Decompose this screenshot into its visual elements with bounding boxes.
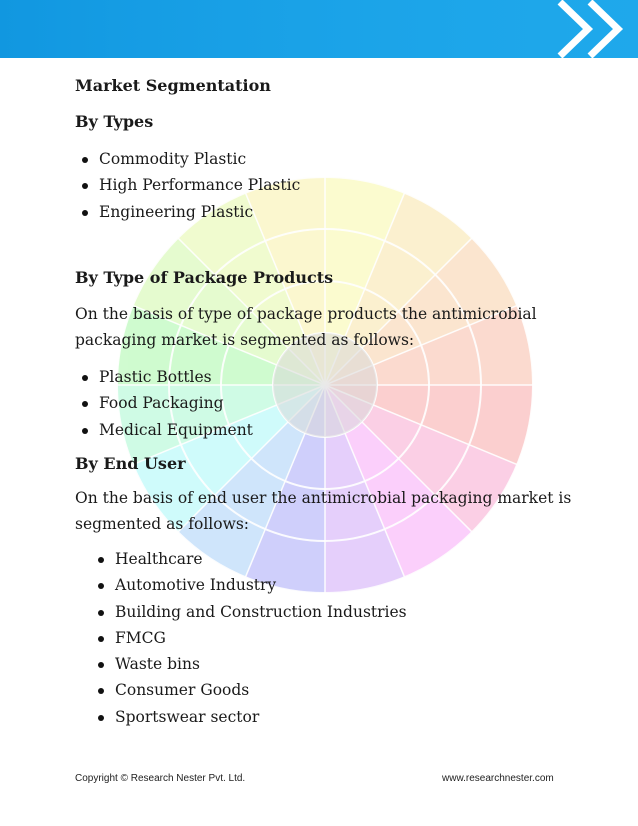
- bullet-icon: [98, 610, 104, 616]
- bullet-icon: [82, 401, 88, 407]
- bullet-icon: [98, 636, 104, 642]
- list-item: Waste bins: [93, 651, 407, 677]
- list-item: Engineering Plastic: [77, 199, 300, 225]
- end-user-intro: On the basis of end user the antimicrobial packaging market is segmented as follows:: [75, 489, 572, 533]
- bullet-icon: [98, 688, 104, 694]
- by-end-user-heading: By End User: [75, 454, 186, 473]
- bullet-icon: [98, 662, 104, 668]
- bullet-icon: [82, 375, 88, 381]
- bullet-icon: [98, 583, 104, 589]
- bullet-icon: [82, 428, 88, 434]
- footer-website[interactable]: www.researchnester.com: [442, 773, 554, 784]
- list-item: Automotive Industry: [93, 572, 407, 598]
- bullet-icon: [82, 183, 88, 189]
- package-list: [77, 364, 253, 443]
- list-item: Sportswear sector: [93, 704, 407, 730]
- by-package-heading: By Type of Package Products: [75, 268, 334, 287]
- list-item: High Performance Plastic: [77, 172, 300, 198]
- footer-copyright: Copyright © Research Nester Pvt. Ltd.: [75, 773, 246, 784]
- bullet-icon: [82, 210, 88, 216]
- list-item: Food Packaging: [77, 390, 253, 416]
- by-types-heading: By Types: [75, 112, 154, 131]
- end-user-list: [93, 546, 407, 730]
- bullet-icon: [82, 157, 88, 163]
- bullet-icon: [98, 715, 104, 721]
- list-item: Commodity Plastic: [77, 146, 300, 172]
- list-item: Healthcare: [93, 546, 407, 572]
- list-item: Plastic Bottles: [77, 364, 253, 390]
- list-item: Medical Equipment: [77, 417, 253, 443]
- bullet-icon: [98, 557, 104, 563]
- list-item: Building and Construction Industries: [93, 599, 407, 625]
- types-list: [77, 146, 300, 225]
- list-item: Consumer Goods: [93, 677, 407, 703]
- list-item: FMCG: [93, 625, 407, 651]
- package-intro: On the basis of type of package products the antimicrobial packaging market is segmented as follows:: [75, 305, 537, 349]
- header-banner: [0, 0, 638, 58]
- section-title: Market Segmentation: [75, 76, 271, 95]
